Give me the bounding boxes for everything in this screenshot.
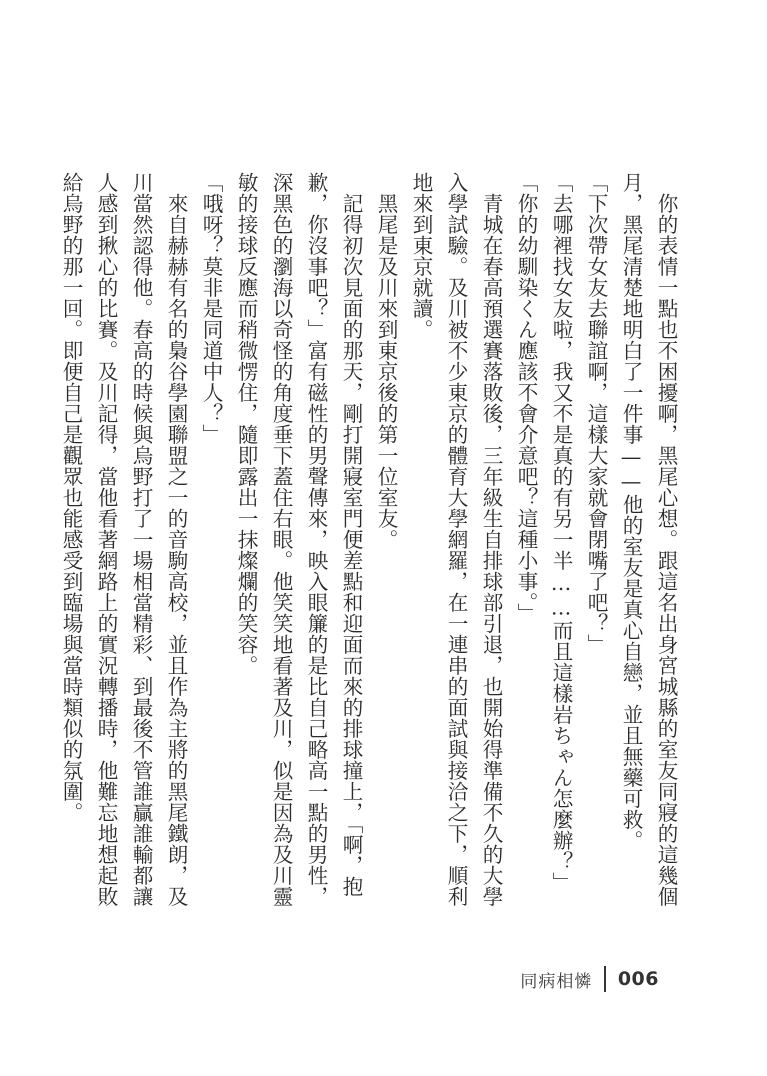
body-text — [53, 172, 683, 912]
paragraph: 青城在春高預選賽落敗後，三年級生自排球部引退，也開始得準備不久的大學入學試驗。及川被不少東京的體育大學網羅，在一連串的面試與接洽之下，順利地來到東京就讀。 — [409, 172, 503, 907]
footer-divider — [604, 966, 606, 992]
running-title: 同病相憐 — [520, 971, 593, 992]
paragraph: 黑尾是及川來到東京後的第一位室友。 — [374, 192, 398, 550]
paragraph: 來自赫赫有名的梟谷學園聯盟之一的音駒高校，並且作為主將的黑尾鐵朗，及川當然認得他。春高的時候與烏野打了一場相當精彩、到最後不管誰贏誰輸都讓人感到揪心的比賽。及川記得，當他看著網路上的實況轉播時，他難忘地想起敗給烏野的那一回。即便自己是觀眾也能感受到臨場與當時類似的氛圍。 — [59, 172, 188, 907]
paragraph: 你的表情一點也不困擾啊，黑尾心想。跟這名出身宮城縣的室友同寢的這幾個月，黑尾清楚地明白了一件事——他的室友是真心自戀，並且無藥可救。 — [619, 172, 678, 907]
paragraph: 「哦呀？莫非是同道中人？」 — [199, 172, 223, 445]
page-number: 006 — [617, 968, 659, 990]
paragraph: 記得初次見面的那天，剛打開寢室門便差點和迎面而來的排球撞上，「啊，抱歉，你沒事吧？」富有磁性的男聲傳來，映入眼簾的是比自己略高一點的男性，深黑色的瀏海以奇怪的角度垂下蓋住右眼。他笑笑地看著及川，似是因為及川靈敏的接球反應而稍微愣住，隨即露出一抹燦爛的笑容。 — [234, 172, 363, 907]
paragraph: 「下次帶女友去聯誼啊，這樣大家就會閉嘴了吧？」 — [584, 172, 608, 655]
paragraph: 「去哪裡找女友啦，我又不是真的有另一半……而且這樣岩ちゃん怎麼辦？」 — [549, 172, 573, 893]
page-footer — [520, 966, 659, 992]
paragraph: 「你的幼馴染くん應該不會介意吧？這種小事。」 — [514, 172, 538, 624]
